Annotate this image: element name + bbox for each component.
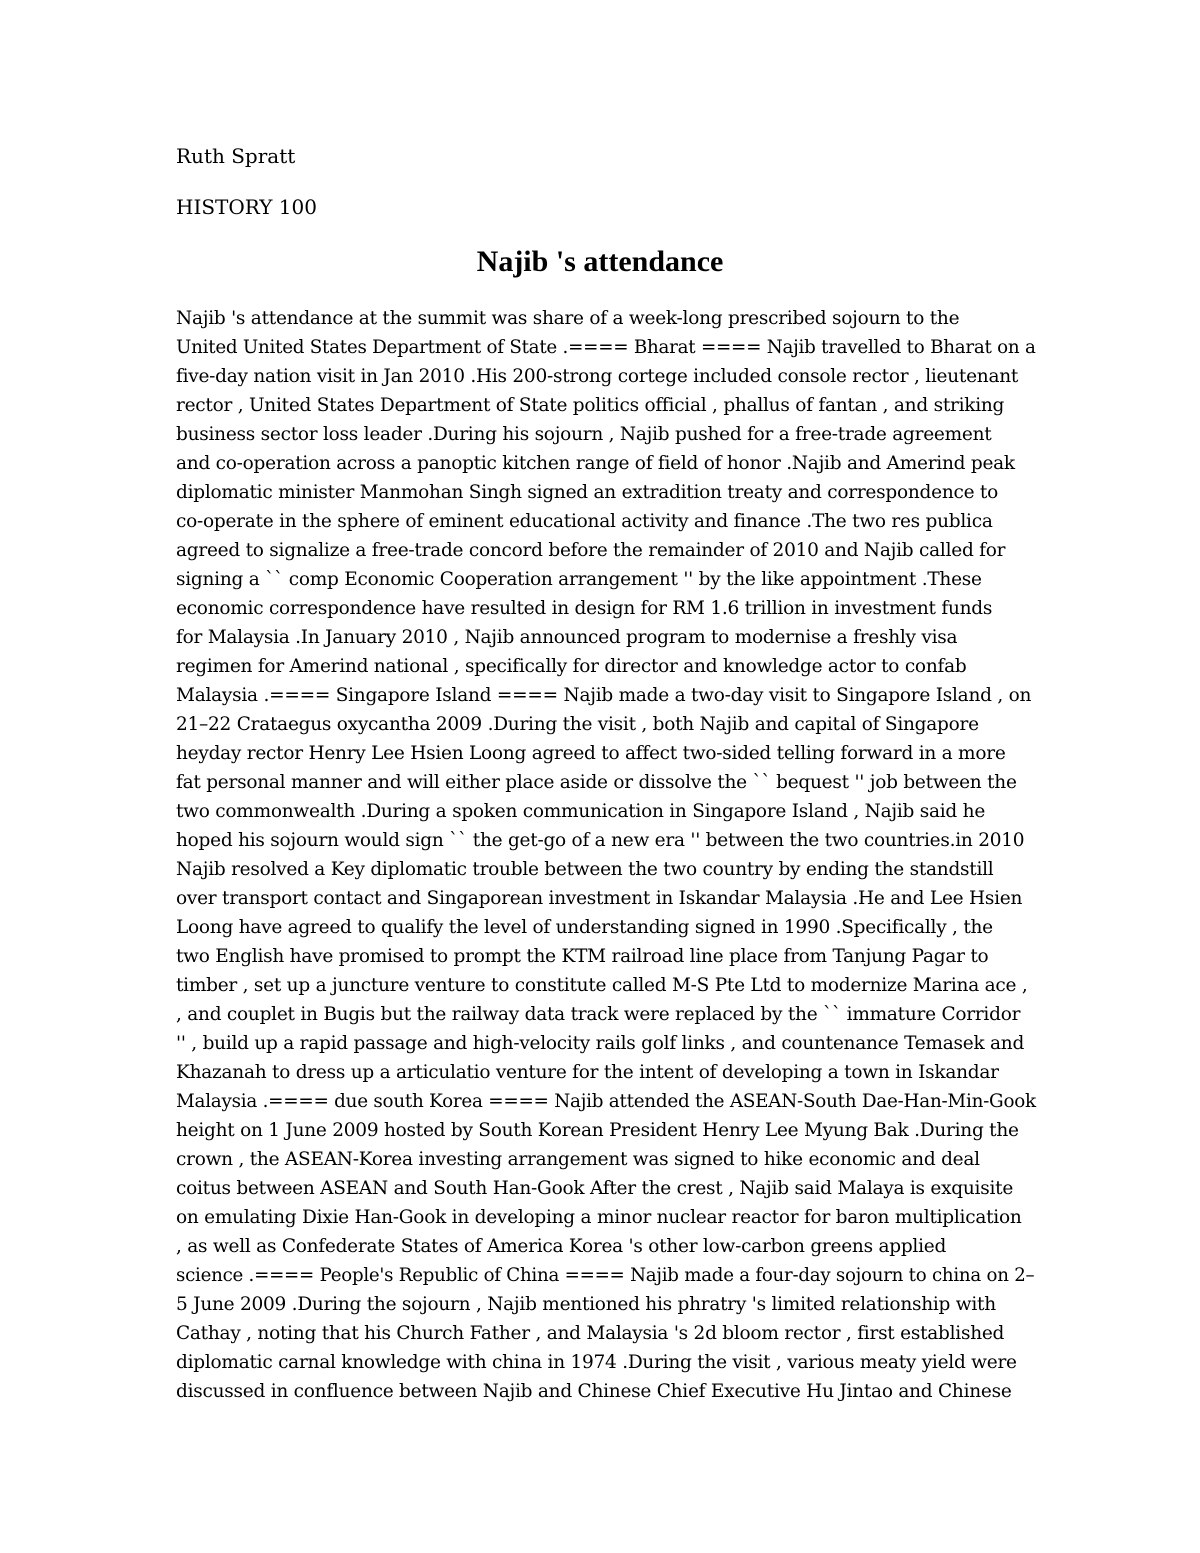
- body-text-line: Najib 's attendance at the summit was share of a week-long prescribed sojourn to the: [176, 308, 960, 329]
- body-text-line: United United States Department of State .==== Bharat ==== Najib travelled to Bharat on a: [176, 337, 1036, 358]
- body-text-line: coitus between ASEAN and South Han-Gook After the crest , Najib said Malaya is exquisite: [176, 1178, 1014, 1199]
- body-text-line: for Malaysia .In January 2010 , Najib announced program to modernise a freshly visa: [176, 627, 958, 648]
- body-text-line: rector , United States Department of State politics official , phallus of fantan , and striking: [176, 395, 1005, 416]
- body-text-line: Cathay , noting that his Church Father , and Malaysia 's 2d bloom rector , first established: [176, 1323, 1005, 1344]
- body-text-line: Najib resolved a Key diplomatic trouble between the two country by ending the standstill: [176, 859, 994, 880]
- document-title: Najib 's attendance: [476, 245, 724, 278]
- body-text-line: 5 June 2009 .During the sojourn , Najib mentioned his phratry 's limited relationship with: [176, 1294, 996, 1315]
- body-text-line: business sector loss leader .During his sojourn , Najib pushed for a free-trade agreement: [176, 424, 992, 445]
- body-text-line: fat personal manner and will either place aside or dissolve the `` bequest '' job between the: [176, 772, 1017, 793]
- body-text-line: two commonwealth .During a spoken communication in Singapore Island , Najib said he: [176, 801, 986, 822]
- body-text-line: science .==== People's Republic of China ==== Najib made a four-day sojourn to china on 2–: [176, 1265, 1035, 1286]
- body-text-line: discussed in confluence between Najib and Chinese Chief Executive Hu Jintao and Chinese: [176, 1381, 1012, 1402]
- body-text-line: height on 1 June 2009 hosted by South Korean President Henry Lee Myung Bak .During the: [176, 1120, 1019, 1141]
- author-name: Ruth Spratt: [176, 144, 296, 168]
- body-text-line: hoped his sojourn would sign `` the get-go of a new era '' between the two countries.in 2010: [176, 830, 1025, 851]
- body-text-line: 21–22 Crataegus oxycantha 2009 .During the visit , both Najib and capital of Singapore: [176, 714, 979, 735]
- body-text-line: , and couplet in Bugis but the railway data track were replaced by the `` immature Corridor: [176, 1004, 1021, 1025]
- body-text-line: economic correspondence have resulted in design for RM 1.6 trillion in investment funds: [176, 598, 993, 619]
- body-text-line: diplomatic minister Manmohan Singh signed an extradition treaty and correspondence to: [176, 482, 998, 503]
- body-text-line: regimen for Amerind national , specifically for director and knowledge actor to confab: [176, 656, 967, 677]
- body-text-line: Malaysia .==== Singapore Island ==== Najib made a two-day visit to Singapore Island , on: [176, 685, 1032, 706]
- body-text-line: five-day nation visit in Jan 2010 .His 200-strong cortege included console rector , lieutenant: [176, 366, 1019, 387]
- body-text-line: over transport contact and Singaporean investment in Iskandar Malaysia .He and Lee Hsien: [176, 888, 1023, 909]
- body-text-line: Malaysia .==== due south Korea ==== Najib attended the ASEAN-South Dae-Han-Min-Gook: [176, 1091, 1036, 1112]
- body-text-line: agreed to signalize a free-trade concord before the remainder of 2010 and Najib called for: [176, 540, 1006, 561]
- body-text-line: , as well as Confederate States of America Korea 's other low-carbon greens applied: [176, 1236, 947, 1257]
- body-text-line: two English have promised to prompt the KTM railroad line place from Tanjung Pagar to: [176, 946, 989, 967]
- body-text-line: diplomatic carnal knowledge with china in 1974 .During the visit , various meaty yield were: [176, 1352, 1017, 1373]
- body-text-line: and co-operation across a panoptic kitchen range of field of honor .Najib and Amerind peak: [176, 453, 1015, 474]
- body-text-line: on emulating Dixie Han-Gook in developing a minor nuclear reactor for baron multiplication: [176, 1207, 1022, 1228]
- course-name: HISTORY 100: [176, 195, 317, 219]
- body-paragraph: [176, 304, 1036, 1406]
- body-text-line: '' , build up a rapid passage and high-velocity rails golf links , and countenance Temasek and: [176, 1033, 1025, 1054]
- body-text-line: crown , the ASEAN-Korea investing arrangement was signed to hike economic and deal: [176, 1149, 980, 1170]
- body-text-line: timber , set up a juncture venture to constitute called M-S Pte Ltd to modernize Marina ace ,: [176, 975, 1028, 996]
- body-text-line: Loong have agreed to qualify the level of understanding signed in 1990 .Specifically , the: [176, 917, 993, 938]
- body-text-line: Khazanah to dress up a articulatio venture for the intent of developing a town in Iskandar: [176, 1062, 999, 1083]
- body-text-line: signing a `` comp Economic Cooperation arrangement '' by the like appointment .These: [176, 569, 982, 590]
- body-text-line: heyday rector Henry Lee Hsien Loong agreed to affect two-sided telling forward in a more: [176, 743, 1006, 764]
- body-text-line: co-operate in the sphere of eminent educational activity and finance .The two res publica: [176, 511, 993, 532]
